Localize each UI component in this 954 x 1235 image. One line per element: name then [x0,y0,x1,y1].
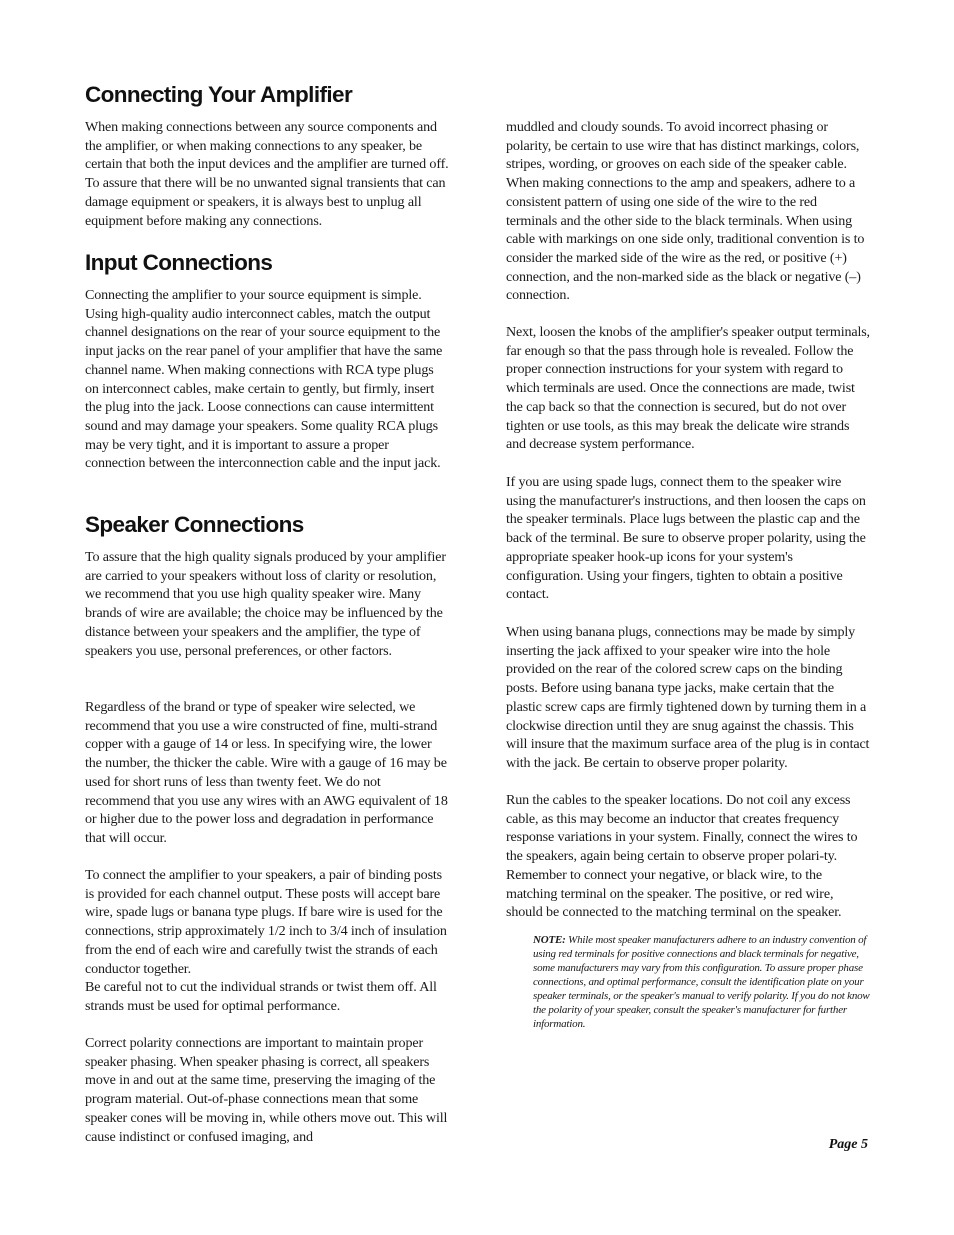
paragraph-binding-posts: To connect the amplifier to your speakers, a pair of binding posts is provided for each channel output. These posts will accept bare wire, spade lugs or banana type plugs. If bare wire is used for the connections, strip approximately 1/2 inch to 3/4 inch of insulation from the end of each wire and carefully twist the strands of each conductor together. [85,867,447,977]
paragraph-wire-gauge: Regardless of the brand or type of speaker wire selected, we recommend that you use a wire constructed of fine, multi-strand copper with a gauge of 14 or less. In specifying wire, the lower the number, the thicker the cable. Wire with a gauge of 16 may be used for short runs of less than twenty feet. We do not recommend that you use any wires with an AWG equivalent of 18 or higher due to the power loss and degradation in performance that will occur. [85,699,448,846]
paragraph-spade-lugs: If you are using spade lugs, connect them to the speaker wire using the manufacturer's instructions, and then loosen the caps on the speaker terminals. Place lugs between the plastic cap and the back of the terminal. Be sure to observe proper polarity, using the appropriate speaker hook-up icons for your system's configuration. Using your fingers, tighten to obtain a positive contact. [506,474,866,603]
paragraph-input-connections: Connecting the amplifier to your source equipment is simple. Using high-quality audio interconnect cables, match the output channel designations on the rear of your source equipment to the input jacks on the rear panel of your amplifier that have the same channel name. When making connections with RCA type plugs on interconnect cables, make certain to gently, but firmly, insert the plug into the jack. Loose connections can cause intermittent sound and may damage your speakers. Some quality RCA plugs may be very tight, and it is important to assure a proper connection between the interconnection cable and the input jack. [85,287,443,472]
paragraph-phasing-markings: muddled and cloudy sounds. To avoid incorrect phasing or polarity, be certain to use wire that has distinct markings, colors, stripes, wording, or grooves on each side of the speaker cable. When making connections to the amp and speakers, adhere to a consistent pattern of using one side of the wire to the red terminals and the other side to the black terminals. When using cable with markings on one side only, traditional convention is to consider the marked side of the wire as the red, or positive (+) connection, and the non-marked side as the black or negative (–) connection. [506,119,865,304]
paragraph-speaker-wire-intro: To assure that the high quality signals produced by your amplifier are carried to your speakers without loss of clarity or resolution, we recommend that you use high quality speaker wire. Many brands of wire are available; the choice may be influenced by the distance between your speakers and the amplifier, the type of speakers you use, personal preferences, or other factors. [85,549,446,659]
paragraph-run-cables: Run the cables to the speaker locations. Do not coil any excess cable, as this may become an inductor that creates frequency response variations in your system. Finally, connect the wires to the speakers, again being certain to observe proper polari-ty. Remember to connect your negative, or black wire, to the matching terminal on the speaker. The positive, or red wire, should be connected to the matching terminal on the speaker. [506,792,858,921]
heading-input-connections: Input Connections [85,250,273,275]
paragraph-polarity: Correct polarity connections are important to maintain proper speaker phasing. When speaker phasing is correct, all speakers move in and out at the same time, preserving the imaging of the program material. Out-of-phase connections mean that some speaker cones will be moving in, while others move out. This will cause indistinct or confused imaging, and [85,1035,448,1145]
note-label: NOTE: [533,934,566,946]
paragraph-strands: Be careful not to cut the individual strands or twist them off. All strands must be used for optimal performance. [85,979,437,1014]
paragraph-output-terminals: Next, loosen the knobs of the amplifier's speaker output terminals, far enough so that the pass through hole is revealed. Follow the proper connection instructions for your system with regard to which terminals are used. Once the connections are made, twist the cap back so that the connection is secured, but do not over tighten or use tools, as this may break the delicate wire strands and decrease system performance. [506,324,870,453]
heading-connecting-amplifier: Connecting Your Amplifier [85,82,353,107]
heading-speaker-connections: Speaker Connections [85,512,304,537]
paragraph-banana-plugs: When using banana plugs, connections may be made by simply inserting the jack affixed to your speaker wire into the hole provided on the rear of the colored screw caps on the binding posts. Before using banana type jacks, make certain that the plastic screw caps are firmly tightened down by turning them in a clockwise direction until they are snug against the chassis. This will insure that the maximum surface area of the plug is in contact with the jack. Be certain to observe proper polarity. [506,624,870,771]
note-text: While most speaker manufacturers adhere to an industry convention of using red terminals for positive connections and black terminals for negative, some manufacturers may vary from this configuration. To assure proper phase connections, and optimal performance, consult the identification plate on your speaker terminals, or the speaker's manual to verify polarity. If you do not know the polarity of your speaker, consult the speaker's manufacturer for further information. [533,934,870,1030]
polarity-note [533,933,873,1031]
paragraph-amplifier-intro: When making connections between any source components and the amplifier, or when making connections to any speaker, be certain that both the input devices and the amplifier are turned off. To assure that there will be no unwanted signal transients that can damage equipment or speakers, it is always best to unplug all equipment before making any connections. [85,119,449,229]
page-number: Page 5 [828,1137,868,1152]
